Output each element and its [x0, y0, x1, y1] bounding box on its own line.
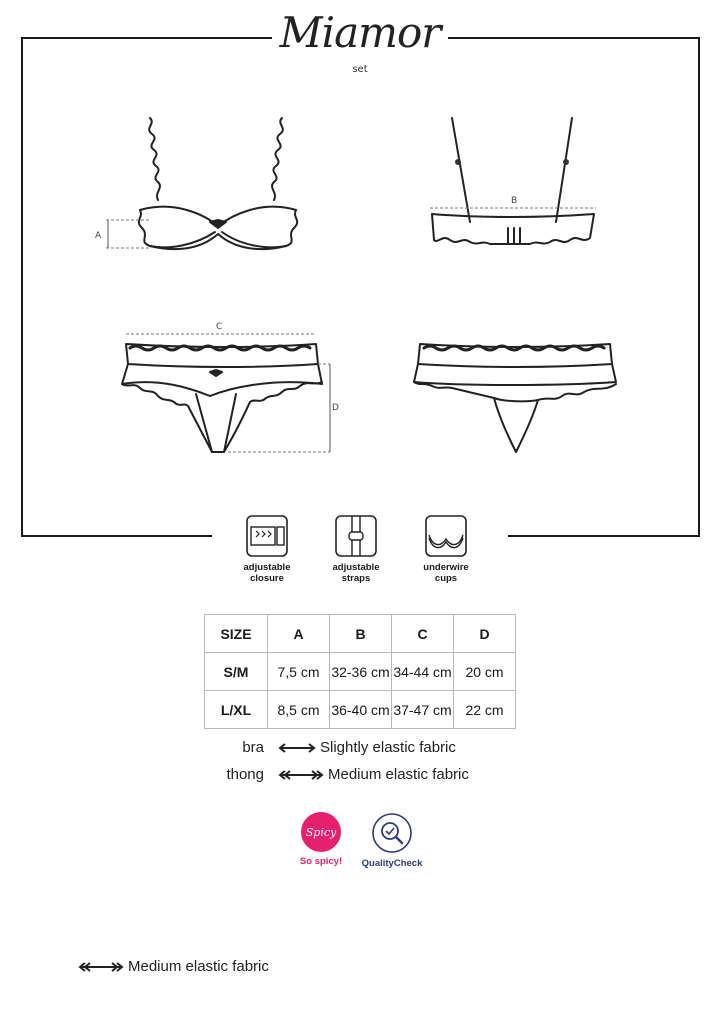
quality-check-icon: [371, 812, 413, 854]
value-cell: 32-36 cm: [330, 653, 392, 691]
size-table: [204, 614, 516, 729]
value-cell: 7,5 cm: [268, 653, 330, 691]
header-cell: D: [454, 615, 516, 653]
spicy-badge: [290, 812, 352, 867]
feature-label: adjustable closure: [243, 562, 291, 584]
feature-label: underwire cups: [423, 562, 469, 584]
quality-check-label: QualityCheck: [361, 858, 423, 869]
underwire-cups-icon: [425, 515, 467, 557]
medium-elastic-arrow-icon: [78, 961, 124, 973]
feature-underwire-cups: [401, 515, 491, 584]
legend-description: Medium elastic fabric: [128, 958, 269, 975]
value-cell: 8,5 cm: [268, 691, 330, 729]
table-row: [205, 691, 516, 729]
feature-adjustable-straps: [311, 515, 401, 584]
value-cell: 34-44 cm: [392, 653, 454, 691]
brand-logo: Miamor: [279, 8, 441, 57]
value-cell: 37-47 cm: [392, 691, 454, 729]
value-cell: 22 cm: [454, 691, 516, 729]
bra-back-drawing: [432, 118, 594, 244]
size-cell: S/M: [205, 653, 268, 691]
header-cell: B: [330, 615, 392, 653]
size-cell: L/XL: [205, 691, 268, 729]
table-row: [205, 653, 516, 691]
dim-label-b: B: [511, 196, 518, 206]
adjustable-closure-icon: [246, 515, 288, 557]
feature-adjustable-closure: [222, 515, 312, 584]
header-cell: A: [268, 615, 330, 653]
header-cell: C: [392, 615, 454, 653]
fabric-description: Medium elastic fabric: [328, 766, 469, 783]
thong-front-drawing: [122, 344, 322, 452]
fabric-description: Slightly elastic fabric: [320, 739, 456, 756]
value-cell: 36-40 cm: [330, 691, 392, 729]
dim-label-a: A: [95, 231, 102, 241]
dim-label-c: C: [216, 322, 223, 332]
slightly-elastic-arrow-icon: [278, 742, 316, 754]
fabric-item: bra: [242, 739, 264, 756]
value-cell: 20 cm: [454, 653, 516, 691]
fabric-item: thong: [226, 766, 264, 783]
size-table-header: [205, 615, 516, 653]
header-cell: SIZE: [205, 615, 268, 653]
spicy-logo: Spicy: [301, 812, 341, 852]
dim-label-d: D: [332, 403, 339, 413]
spicy-label: So spicy!: [299, 856, 343, 867]
quality-check-badge: [356, 812, 428, 869]
adjustable-straps-icon: [335, 515, 377, 557]
thong-back-drawing: [414, 344, 616, 452]
brand-subtitle: set: [352, 64, 368, 75]
bra-front-drawing: [139, 118, 297, 249]
feature-label: adjustable straps: [332, 562, 380, 584]
medium-elastic-arrow-icon: [278, 769, 324, 781]
